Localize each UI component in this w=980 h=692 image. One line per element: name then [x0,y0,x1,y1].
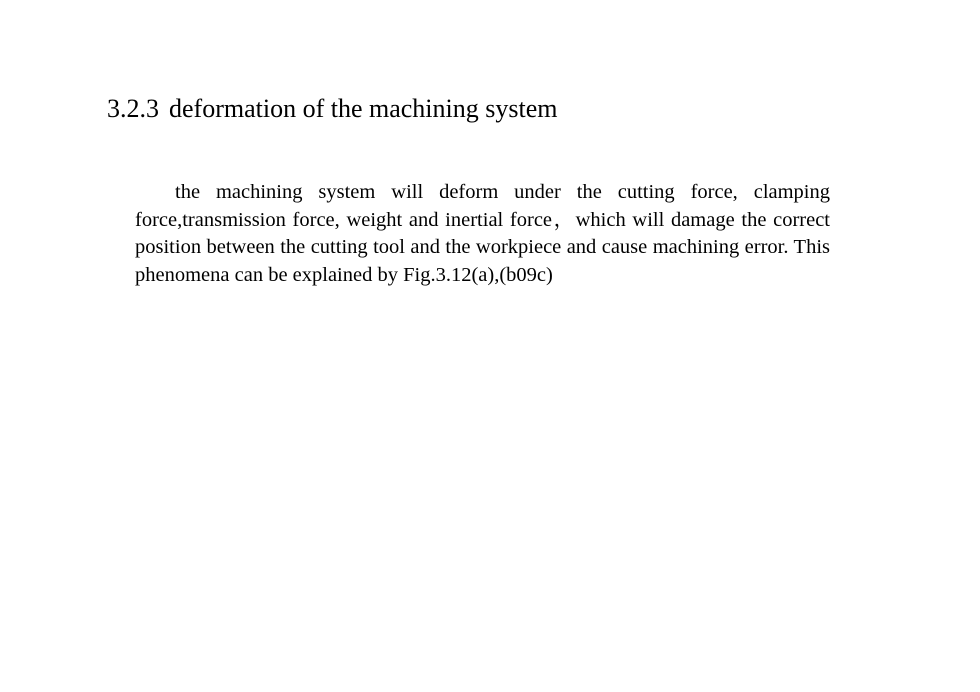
section-title: deformation of the machining system [169,94,558,123]
section-number: 3.2.3 [107,94,159,123]
section-heading [107,92,557,126]
body-paragraph: the machining system will deform under the cutting force, clamping force,transmission force, weight and inertial force，which will damage the correct position between the cutting tool and the workpiece and cause machining error. This phenomena can be explained by Fig.3.12(a),(b09c) [135,181,830,286]
